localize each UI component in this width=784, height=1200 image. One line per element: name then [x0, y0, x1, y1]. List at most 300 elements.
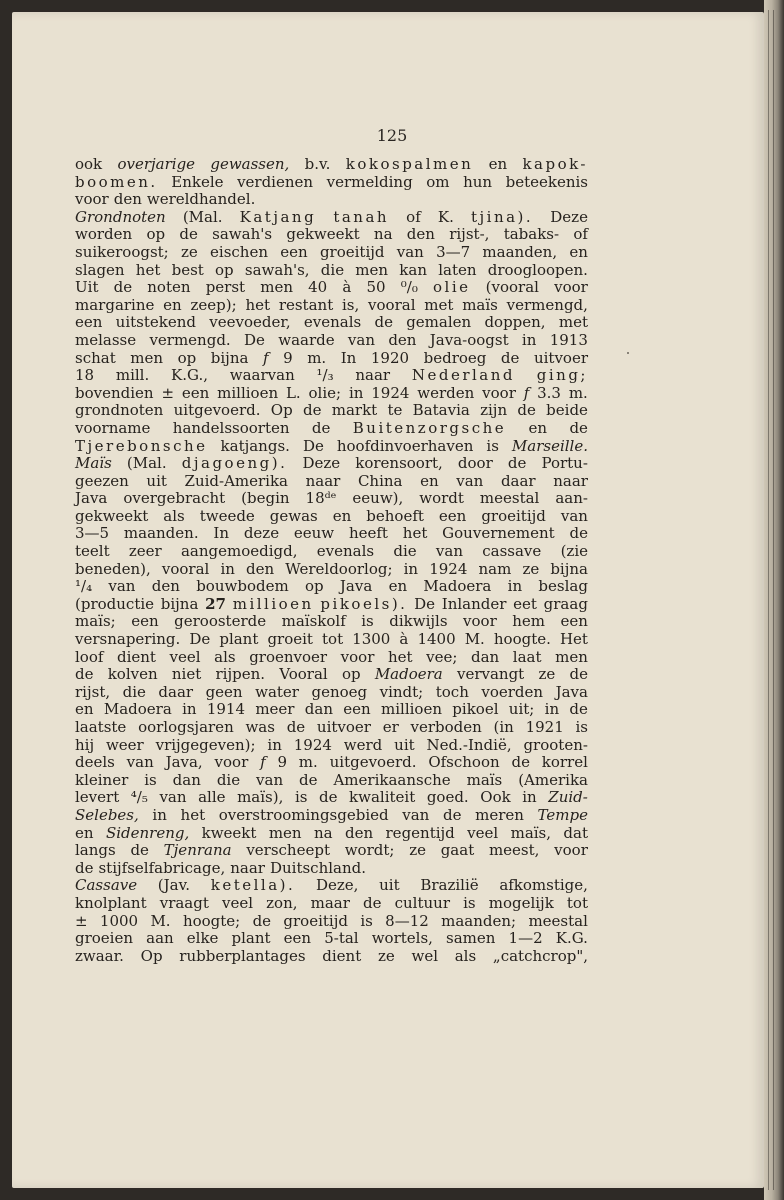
word: werd	[343, 735, 383, 754]
word: van	[126, 753, 154, 772]
word: de	[75, 665, 94, 684]
word: veevoeder,	[209, 313, 291, 332]
word: werden	[417, 383, 475, 402]
word: dat	[563, 823, 588, 842]
word: Madoera	[374, 665, 443, 684]
word: Het	[559, 630, 588, 649]
word: gaat	[440, 841, 475, 860]
word: en	[75, 823, 94, 842]
word: een	[131, 612, 159, 631]
text-line	[75, 191, 588, 209]
text-line	[75, 508, 588, 526]
word: Grondnoten	[75, 207, 166, 226]
word: groeitijd	[319, 242, 385, 261]
text-line	[75, 913, 588, 931]
word: genoeg	[311, 682, 368, 701]
word: een	[181, 383, 210, 402]
word: gewassen,	[210, 155, 290, 173]
word: te	[387, 401, 403, 420]
word: behoeft	[366, 506, 424, 525]
word: de	[363, 893, 382, 912]
word: uitgevoerd.	[173, 401, 261, 420]
word: voorname	[75, 418, 151, 437]
word: ze	[522, 559, 540, 578]
word: 8—12	[385, 911, 429, 930]
word: de	[299, 770, 318, 789]
text-line	[75, 420, 588, 438]
word: in	[403, 559, 419, 578]
text-line	[75, 226, 588, 244]
page-number: 125	[376, 126, 408, 145]
word: evenals	[303, 313, 362, 332]
word: naar	[305, 471, 341, 490]
word: Ned.-Indië,	[426, 735, 512, 754]
word: markt	[331, 401, 378, 420]
word: suikeroogst;	[75, 242, 169, 261]
word: (Mal.	[182, 207, 223, 226]
word: schat	[75, 348, 116, 367]
word: korensoort,	[355, 454, 443, 473]
word: ⁴/₅	[130, 788, 148, 807]
word: in	[182, 700, 197, 719]
word: uit	[146, 471, 167, 490]
word: de	[179, 225, 198, 244]
word: restant	[278, 295, 334, 314]
word: sawah's,	[244, 260, 310, 279]
word: worden	[75, 225, 133, 244]
word: de	[75, 858, 94, 877]
word: 1924	[371, 383, 410, 402]
word: Java	[555, 682, 588, 701]
word: in	[267, 735, 282, 754]
word: tanah	[333, 207, 390, 226]
word: m.	[568, 383, 588, 402]
word: maar	[310, 893, 350, 912]
word: en	[420, 471, 439, 490]
text-line	[75, 314, 588, 332]
word: wereldhandel.	[146, 190, 256, 209]
word: het	[387, 647, 413, 666]
word: de	[374, 313, 393, 332]
word: zon,	[266, 893, 298, 912]
word: Cassave	[75, 876, 138, 895]
text-line	[75, 490, 588, 508]
word: de	[319, 788, 338, 807]
word: door	[457, 454, 493, 473]
text-line	[75, 561, 588, 579]
text-line	[75, 877, 588, 895]
word: 1300	[352, 630, 391, 649]
word: ze	[181, 242, 198, 261]
word: Portu-	[541, 454, 588, 473]
word: 50	[366, 278, 386, 297]
word: en	[488, 155, 508, 173]
word: 1400	[417, 630, 456, 649]
text-line	[75, 578, 588, 596]
word: Buitenzorgsche	[352, 418, 507, 437]
word: in	[544, 700, 560, 719]
word: voerden	[481, 682, 544, 701]
word: den	[113, 190, 142, 209]
text-line	[75, 860, 588, 878]
word: Op	[140, 946, 163, 965]
word: een	[75, 313, 103, 332]
word: Ook	[480, 788, 511, 807]
text-line	[75, 772, 588, 790]
word: Tjerebonsche	[75, 436, 208, 455]
word: uit	[379, 876, 400, 895]
word: de	[252, 911, 272, 930]
margin-speck	[627, 352, 629, 354]
word: Marseille.	[511, 436, 588, 455]
word: rijpen.	[215, 665, 266, 684]
word: maïskolf	[281, 612, 346, 631]
word: (Jav.	[157, 876, 191, 895]
word: doppen,	[484, 313, 546, 332]
word: waarvan	[229, 366, 295, 385]
word: vermelding	[326, 172, 413, 191]
word: een	[343, 700, 371, 719]
text-line	[75, 613, 588, 631]
word: In	[340, 348, 357, 367]
word: meestal	[479, 489, 540, 508]
text-line	[75, 842, 588, 860]
word: ⁰/₀	[400, 278, 418, 297]
word: ±	[161, 383, 175, 402]
word: ±	[75, 911, 88, 930]
word: m.	[307, 348, 327, 367]
word: katjangs.	[220, 436, 290, 455]
word: pikoel	[452, 700, 499, 719]
word: samen	[446, 929, 496, 948]
word: Madoera	[423, 577, 492, 596]
word: voor	[214, 753, 249, 772]
word: In	[213, 524, 229, 543]
word: 9	[283, 348, 293, 367]
word: van	[560, 506, 588, 525]
text-line	[75, 649, 588, 667]
text-line	[75, 666, 588, 684]
word: den	[151, 577, 180, 596]
word: van	[347, 330, 375, 349]
word: dient	[117, 647, 156, 666]
word: of	[406, 207, 421, 226]
word: M.	[150, 911, 171, 930]
word: Deze,	[315, 876, 359, 895]
word: dan	[471, 647, 500, 666]
word: men	[268, 823, 302, 842]
word: kan	[399, 260, 427, 279]
word: millioen	[217, 383, 279, 402]
word: tweede	[199, 506, 255, 525]
text-line	[75, 350, 588, 368]
word: er	[382, 718, 399, 736]
word: De	[189, 630, 211, 649]
word: bijna	[160, 594, 199, 613]
word: Nederland	[411, 366, 515, 385]
text-line	[75, 737, 588, 755]
word: water	[255, 682, 299, 701]
word: margarine	[75, 295, 155, 314]
word: wortels,	[371, 929, 433, 948]
word: beide	[546, 401, 588, 420]
word: goed.	[426, 788, 469, 807]
word: M.	[464, 630, 485, 649]
word: olie;	[308, 383, 342, 402]
text-line	[75, 332, 588, 350]
word: K.	[437, 207, 454, 226]
word: de	[507, 454, 527, 473]
word: naar	[553, 471, 588, 490]
word: best	[171, 260, 204, 279]
word: Java	[75, 489, 108, 508]
word: maïs;	[75, 612, 116, 631]
page-edge	[764, 0, 784, 1200]
word: K.G.,	[171, 366, 208, 385]
word: melasse	[75, 330, 137, 349]
word: teelt	[75, 542, 110, 561]
word: 3—7	[436, 242, 471, 261]
word: hoofdinvoerhaven	[336, 436, 474, 455]
word: maanden,	[482, 242, 558, 261]
word: dient	[322, 946, 362, 965]
word: K.G.	[555, 929, 588, 948]
word: zijn	[480, 401, 508, 420]
word: 5-tal	[324, 929, 359, 948]
word: aan-	[555, 489, 588, 508]
word: de	[569, 524, 588, 543]
word: van	[402, 805, 430, 824]
text-line	[75, 789, 588, 807]
text-line	[75, 174, 588, 192]
word: zeep);	[190, 295, 237, 314]
word: millioen	[381, 700, 442, 719]
word: dan	[172, 770, 201, 789]
word: na	[373, 225, 393, 244]
word: voor	[340, 647, 375, 666]
word: vooral	[368, 295, 416, 314]
word: dikwijls	[389, 612, 448, 631]
word: vee;	[426, 647, 458, 666]
word: die	[393, 542, 417, 561]
word: laten	[438, 260, 477, 279]
word: die	[216, 770, 241, 789]
word: den	[344, 823, 374, 842]
word: als	[214, 647, 236, 666]
word: van	[396, 242, 424, 261]
word: kokospalmen	[345, 155, 474, 173]
word: loof	[75, 647, 104, 666]
word: kolven	[107, 665, 158, 684]
word: van	[456, 471, 484, 490]
word: uitgevoerd.	[329, 753, 417, 772]
text-line	[75, 385, 588, 403]
word: bedroeg	[423, 348, 487, 367]
word: 18	[75, 366, 95, 385]
word: 1920	[370, 348, 410, 367]
word: kwaliteit	[349, 788, 416, 807]
word: Katjang	[239, 207, 317, 226]
word: veel	[169, 647, 201, 666]
word: (in	[493, 718, 514, 736]
word: na	[313, 823, 333, 842]
word: en	[388, 577, 408, 596]
word: vindt;	[379, 682, 424, 701]
word: Deze	[302, 454, 341, 473]
word: in	[348, 383, 364, 402]
word: en	[75, 700, 94, 719]
word: maanden.	[123, 524, 199, 543]
word: tjina).	[470, 207, 534, 226]
word: met	[558, 313, 588, 332]
word: een	[280, 242, 308, 261]
word: meestal	[528, 911, 588, 930]
word: is	[486, 436, 499, 455]
word: om	[426, 172, 450, 191]
word: groeitijd	[283, 911, 348, 930]
word: een	[560, 612, 588, 631]
word: mogelijk	[488, 893, 554, 912]
word: f	[262, 348, 269, 367]
word: beteekenis	[505, 172, 588, 191]
word: rijst-,	[449, 225, 490, 244]
word: Duitschland.	[269, 858, 367, 877]
word: olie	[433, 278, 471, 297]
word: vermengd,	[506, 295, 588, 314]
word: 1921	[525, 718, 564, 736]
text-line	[75, 631, 588, 649]
text-line	[75, 438, 588, 456]
text-line	[75, 719, 588, 737]
word: beslag	[538, 577, 588, 596]
word: Tjenrana	[163, 841, 232, 860]
word: Sidenreng,	[105, 823, 190, 842]
word: de	[517, 401, 536, 420]
word: het	[402, 524, 428, 543]
word: gekweekt	[286, 225, 360, 244]
word: is	[575, 718, 588, 736]
word: grondnoten	[75, 401, 164, 420]
word: Amerikaansche	[333, 770, 451, 789]
word: kweekt	[201, 823, 257, 842]
word: wordt	[419, 489, 464, 508]
word: de	[500, 348, 520, 367]
word: Uit	[75, 278, 99, 297]
text-line	[75, 754, 588, 772]
word: djagoeng).	[181, 454, 288, 473]
word: op	[341, 665, 361, 684]
word: de	[113, 278, 133, 297]
word: tot	[322, 630, 344, 649]
word: Madoera	[103, 700, 172, 719]
text-line	[75, 156, 588, 174]
word: of	[573, 225, 588, 244]
word: geezen	[75, 471, 129, 490]
word: van	[108, 577, 136, 596]
word: evenals	[316, 542, 375, 561]
word: alle	[198, 788, 226, 807]
text-line	[75, 209, 588, 227]
text-line	[75, 895, 588, 913]
word: China	[357, 471, 403, 490]
word: men	[130, 348, 164, 367]
text-line	[75, 402, 588, 420]
word: Java,	[165, 753, 203, 772]
word: de	[130, 841, 149, 860]
word: maanden;	[441, 911, 517, 930]
text-line	[75, 930, 588, 948]
word: een	[283, 929, 312, 948]
word: dan	[304, 700, 333, 719]
word: 1000	[99, 911, 139, 930]
word: rubberplantages	[179, 946, 306, 965]
word: graag	[543, 594, 588, 613]
word: perst	[205, 278, 246, 297]
word: voor	[554, 278, 588, 297]
word: Deze	[550, 207, 588, 226]
word: ze	[377, 946, 395, 965]
word: en	[528, 418, 548, 437]
word: het	[180, 805, 206, 824]
word: 1924	[429, 559, 468, 578]
text-line	[75, 543, 588, 561]
word: en	[332, 506, 352, 525]
word: bouwbodem	[196, 577, 289, 596]
word: in	[220, 559, 235, 578]
word: bijna	[550, 559, 588, 578]
word: sawah's	[212, 225, 273, 244]
word: 3.3	[537, 383, 561, 402]
word: Brazilië	[420, 876, 479, 895]
word: maïs	[462, 295, 498, 314]
word: vervangt	[456, 665, 525, 684]
word: Wereldoorlog;	[285, 559, 393, 578]
word: de	[442, 805, 462, 824]
text-line	[75, 948, 588, 966]
word: tabaks-	[503, 225, 560, 244]
word: uitvoer	[316, 718, 371, 736]
word: op	[177, 348, 197, 367]
word: Ofschoon	[428, 753, 500, 772]
text-line	[75, 262, 588, 280]
word: aangemoedigd,	[180, 542, 298, 561]
text-line	[75, 807, 588, 825]
word: vermengd.	[149, 330, 231, 349]
word: cassave	[482, 542, 542, 561]
word: is	[294, 788, 308, 807]
word: stijfselfabricage,	[98, 858, 226, 877]
word: droogloopen.	[487, 260, 588, 279]
word: Inlander	[441, 594, 507, 613]
word: voor	[554, 841, 588, 860]
word: eeuw),	[352, 489, 404, 508]
word: 1914	[206, 700, 246, 719]
word: naar	[230, 858, 265, 877]
word: van	[159, 788, 187, 807]
word: de	[511, 753, 530, 772]
word: Tempe	[537, 805, 588, 824]
word: ze	[538, 665, 556, 684]
text-line	[75, 297, 588, 315]
word: op	[146, 225, 166, 244]
word: elke	[186, 929, 219, 948]
word: uitstekend	[115, 313, 196, 332]
word: een	[438, 506, 467, 525]
text-line	[75, 525, 588, 543]
word: als	[163, 506, 185, 525]
word: maïs	[466, 770, 503, 789]
word: Enkele	[171, 172, 224, 191]
